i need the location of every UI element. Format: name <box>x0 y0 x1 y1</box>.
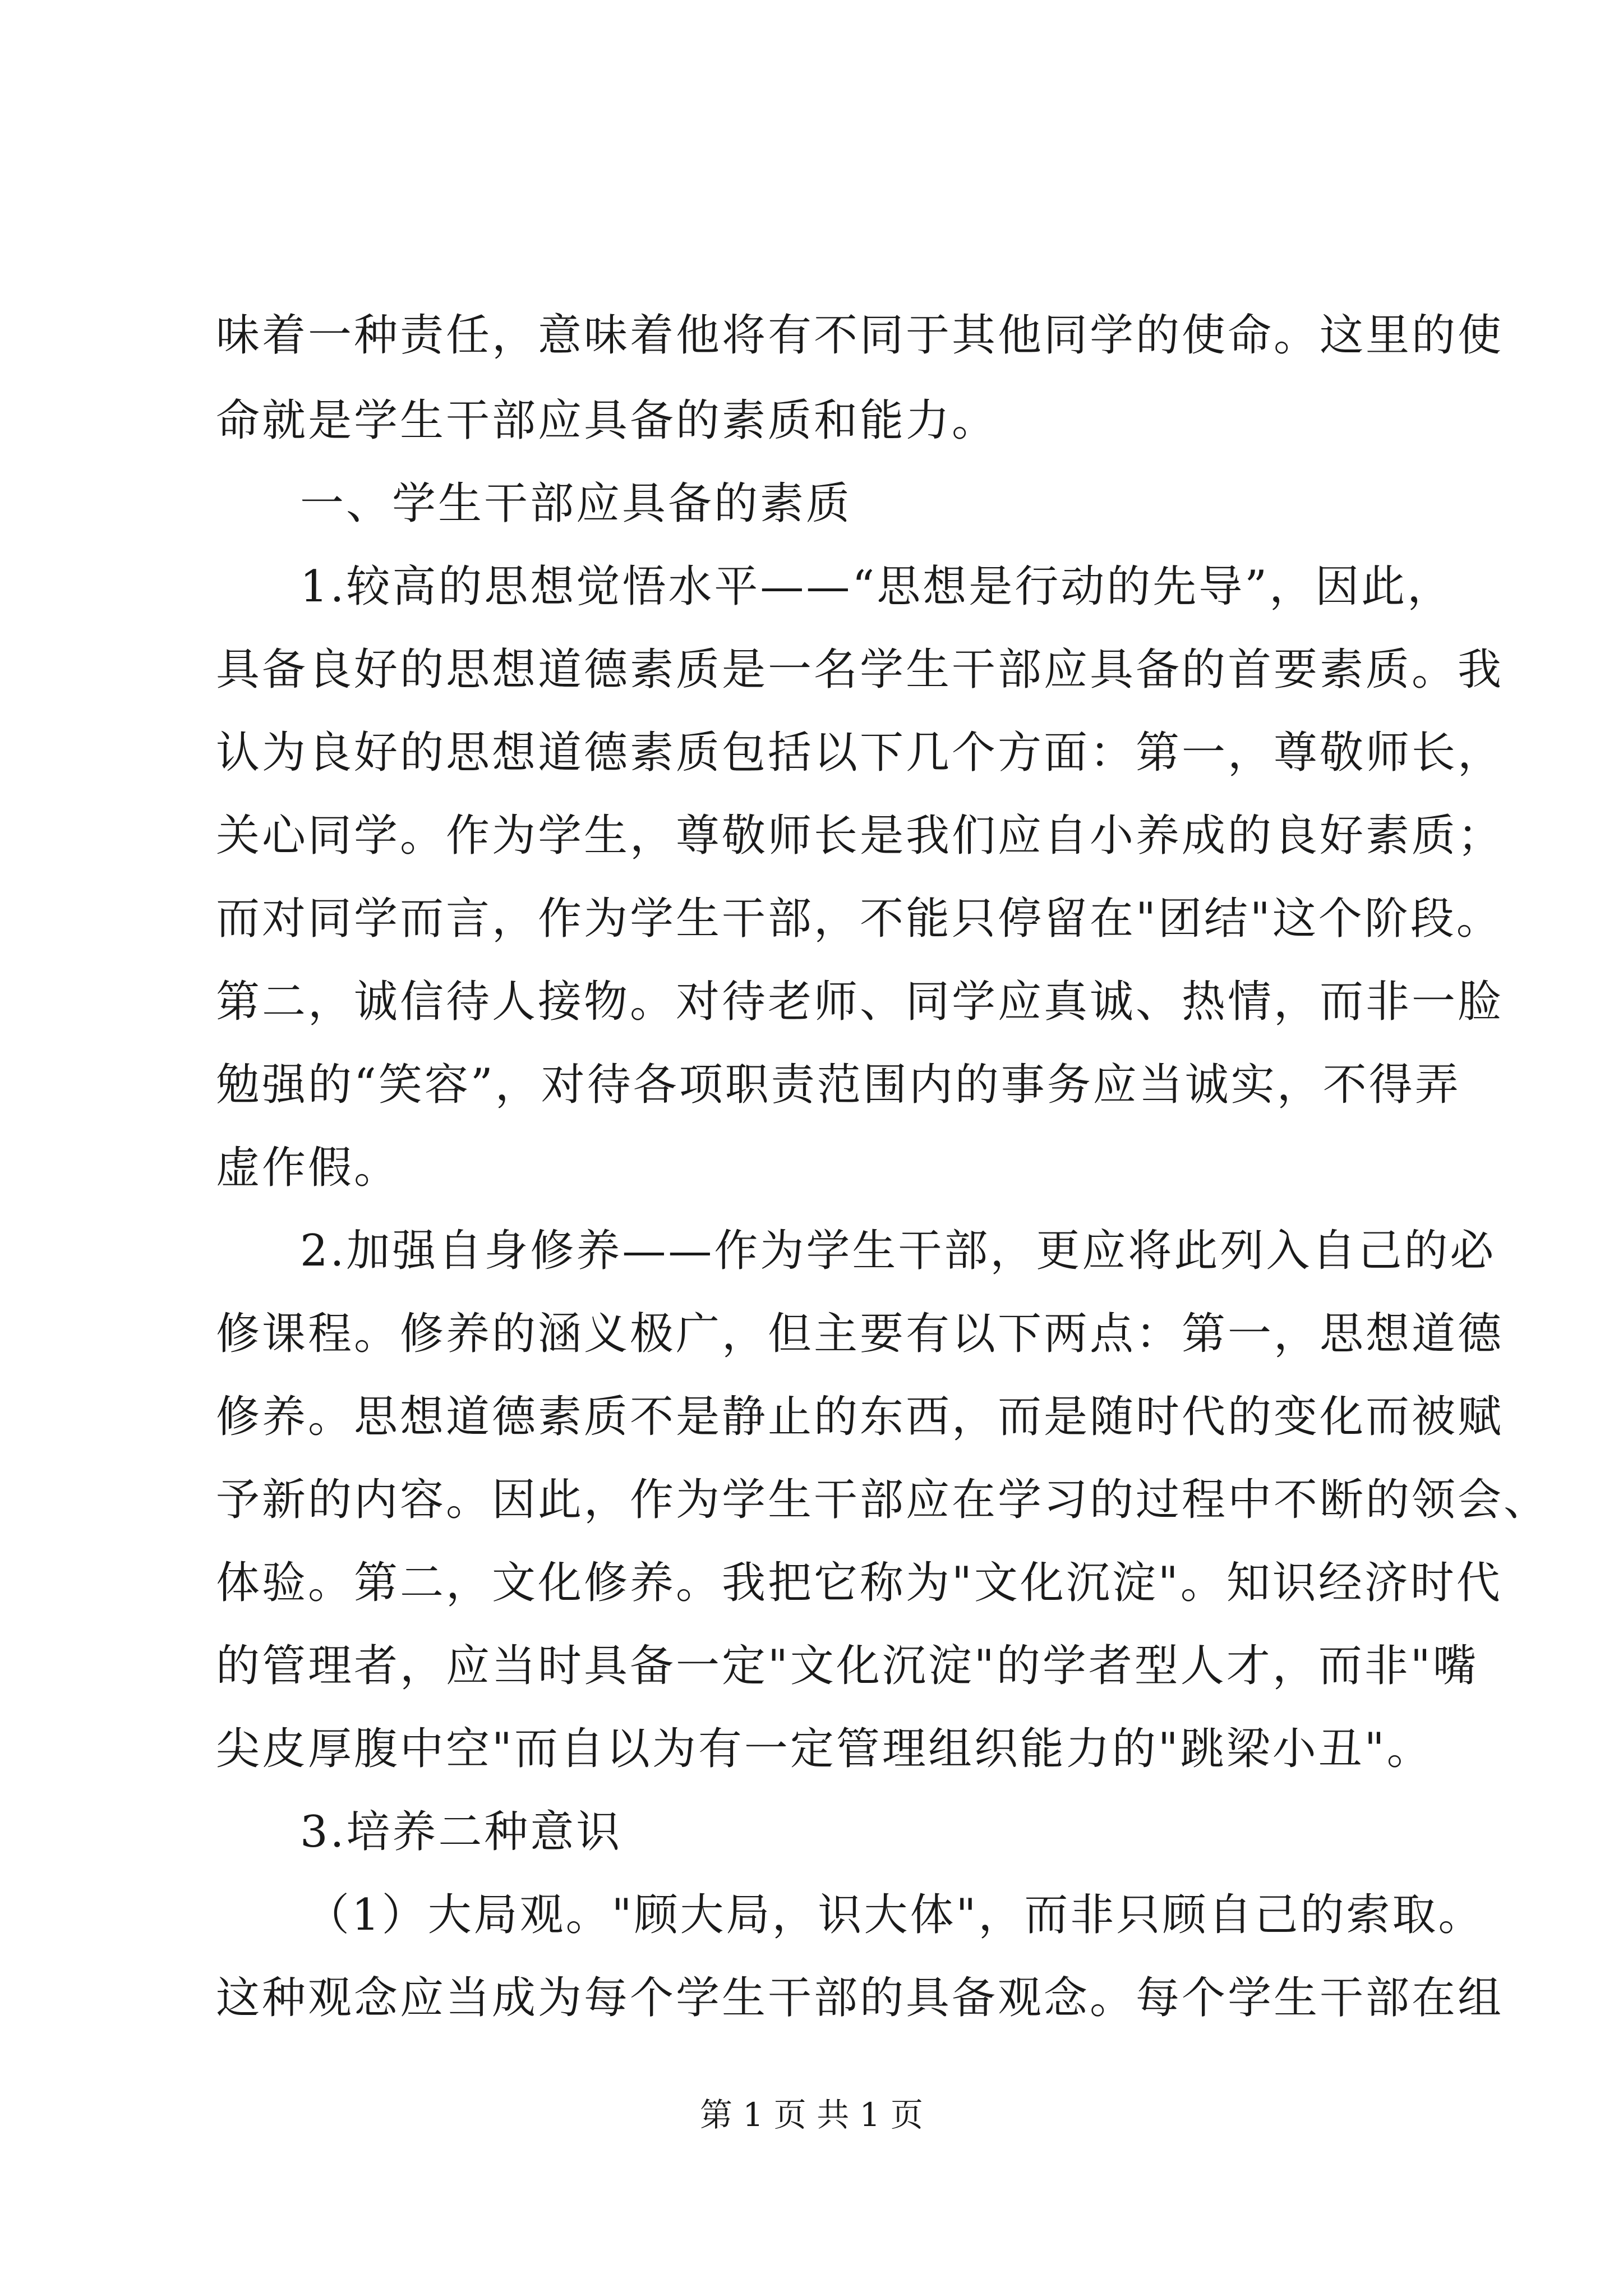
section-heading: 一、学生干部应具备的素质 <box>300 478 852 529</box>
paragraph-line: 2.加强自身修养——作为学生干部，更应将此列入自己的必 <box>300 1226 1496 1276</box>
paragraph-line: 修课程。修养的涵义极广，但主要有以下两点：第一，思想道德 <box>216 1309 1504 1359</box>
paragraph-line: 予新的内容。因此，作为学生干部应在学习的过程中不断的领会、 <box>216 1475 1550 1525</box>
section-heading: 3.培养二种意识 <box>300 1807 623 1857</box>
paragraph-line: 而对同学而言，作为学生干部，不能只停留在"团结"这个阶段。 <box>216 894 1502 944</box>
page-footer: 第 1 页 共 1 页 <box>700 2096 923 2134</box>
paragraph-line: 认为良好的思想道德素质包括以下几个方面：第一，尊敬师长， <box>216 728 1504 778</box>
paragraph-line: 第二，诚信待人接物。对待老师、同学应真诚、热情，而非一脸 <box>216 977 1504 1027</box>
paragraph-line: 这种观念应当成为每个学生干部的具备观念。每个学生干部在组 <box>216 1973 1504 2023</box>
paragraph-line: 具备良好的思想道德素质是一名学生干部应具备的首要素质。我 <box>216 645 1504 695</box>
paragraph-line: 虚作假。 <box>216 1143 400 1193</box>
paragraph-line: 命就是学生干部应具备的素质和能力。 <box>216 395 998 446</box>
paragraph-line: 尖皮厚腹中空"而自以为有一定管理组织能力的"跳梁小丑"。 <box>216 1724 1433 1774</box>
paragraph-line: 的管理者，应当时具备一定"文化沉淀"的学者型人才，而非"嘴 <box>216 1641 1479 1691</box>
paragraph-line: 味着一种责任，意味着他将有不同于其他同学的使命。这里的使 <box>216 310 1504 361</box>
paragraph-line: （1）大局观。"顾大局，识大体"，而非只顾自己的索取。 <box>306 1890 1484 1940</box>
paragraph-line: 勉强的“笑容”，对待各项职责范围内的事务应当诚实，不得弄 <box>216 1060 1461 1110</box>
paragraph-line: 关心同学。作为学生，尊敬师长是我们应自小养成的良好素质； <box>216 811 1504 861</box>
paragraph-line: 体验。第二，文化修养。我把它称为"文化沉淀"。知识经济时代 <box>216 1558 1502 1608</box>
paragraph-line: 1.较高的思想觉悟水平——“思想是行动的先导”，因此， <box>300 562 1454 612</box>
paragraph-line: 修养。思想道德素质不是静止的东西，而是随时代的变化而被赋 <box>216 1392 1504 1442</box>
